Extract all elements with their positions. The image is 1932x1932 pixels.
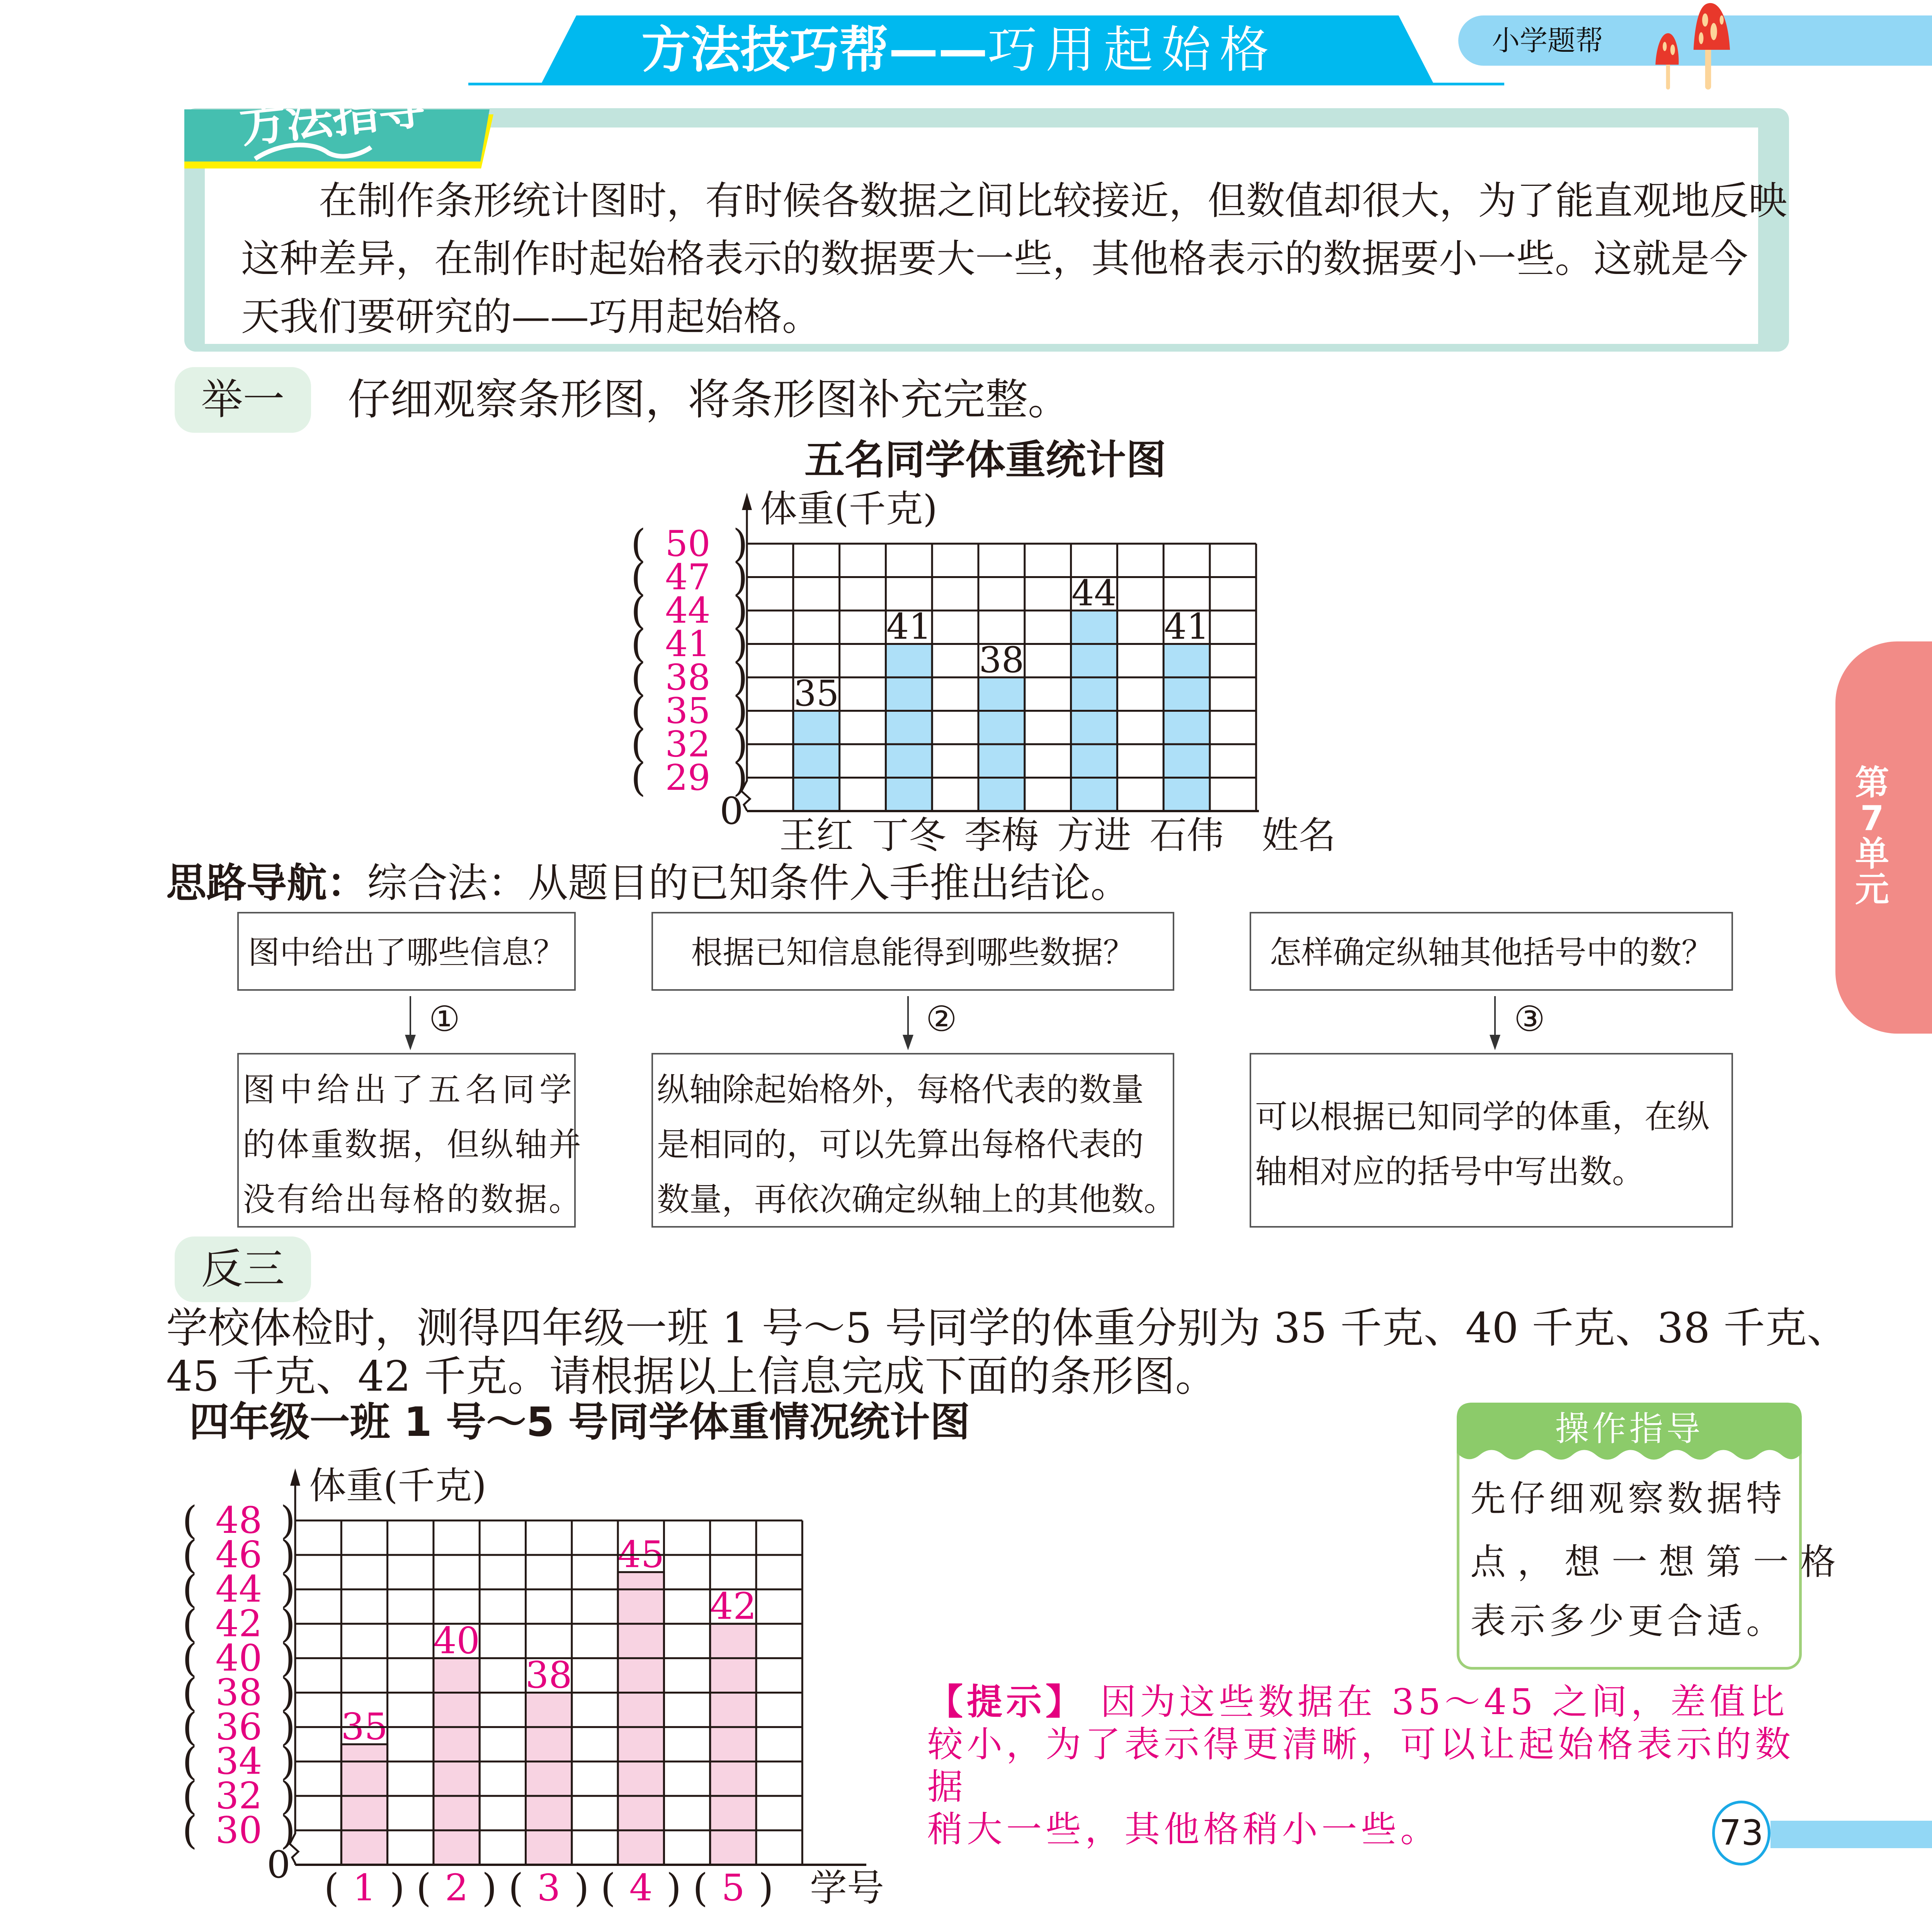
bar-value-label: 40 — [433, 1619, 480, 1662]
tick-paren-close: ) — [280, 1773, 296, 1819]
practice-text-line: 45 千克、42 千克。请根据以上信息完成下面的条形图。 — [166, 1352, 1217, 1401]
x-category-label: 3 — [537, 1867, 561, 1909]
category-paren-open: ( — [416, 1865, 432, 1911]
step-number: ② — [926, 999, 957, 1039]
tick-paren-close: ) — [733, 588, 748, 633]
y-tick-label: 36 — [215, 1706, 262, 1748]
thinking-text: 综合法：从题目的已知条件入手推出结论。 — [367, 859, 1131, 906]
tick-paren-open: ( — [182, 1773, 197, 1819]
tip-text: 稍大一些，其他格稍小一些。 — [927, 1809, 1440, 1850]
guide-text-line: 表示多少更合适。 — [1470, 1600, 1786, 1642]
x-category-label: 5 — [721, 1867, 745, 1909]
tip-text: 因为这些数据在 35～45 之间，差值比较小，为了表示得更清晰，可以让起始格表示的数据 — [927, 1681, 1795, 1808]
tick-paren-open: ( — [182, 1532, 197, 1578]
origin-label: 0 — [267, 1843, 291, 1886]
y-tick-label: 35 — [665, 690, 711, 731]
y-axis-label: 体重(千克) — [760, 487, 937, 531]
tick-paren-open: ( — [182, 1670, 197, 1715]
x-axis-label: 姓名 — [1262, 814, 1336, 857]
tick-paren-open: ( — [182, 1566, 197, 1612]
y-tick-label: 42 — [215, 1602, 262, 1645]
category-paren-close: ) — [389, 1865, 405, 1911]
category-paren-close: ) — [482, 1865, 497, 1911]
tick-paren-open: ( — [631, 688, 646, 733]
y-tick-label: 47 — [665, 556, 711, 598]
y-tick-label: 44 — [215, 1568, 262, 1611]
x-category-label: 1 — [352, 1867, 376, 1909]
tick-paren-close: ) — [733, 688, 748, 733]
y-tick-label: 32 — [665, 723, 711, 765]
thinking-label: 思路导航： — [166, 859, 367, 906]
title-main: 方法技巧帮 — [641, 21, 889, 79]
y-tick-label: 46 — [215, 1534, 262, 1577]
y-axis-arrow-icon — [742, 493, 752, 510]
method-text-line: 天我们要研究的——巧用起始格。 — [241, 294, 821, 339]
y-tick-label: 29 — [665, 757, 711, 798]
bar — [526, 1693, 572, 1865]
y-tick-label: 41 — [665, 623, 711, 665]
x-category-label: 李梅 — [964, 814, 1039, 857]
bar-value-label: 44 — [1071, 572, 1117, 614]
tick-paren-close: ) — [733, 721, 748, 767]
tip-label: 【提示】 — [927, 1681, 1085, 1723]
tick-paren-open: ( — [182, 1635, 197, 1681]
answer-line: 没有给出每格的数据。 — [243, 1180, 583, 1218]
tick-paren-open: ( — [631, 621, 646, 667]
tick-paren-close: ) — [280, 1704, 296, 1750]
guide-text-line: 先仔细观察数据特 — [1470, 1478, 1786, 1519]
y-tick-label: 30 — [215, 1809, 262, 1852]
question-text: 图中给出了哪些信息？ — [248, 934, 565, 971]
bar-value-label: 41 — [886, 606, 932, 647]
practice-text-line: 学校体检时，测得四年级一班 1 号～5 号同学的体重分别为 35 千克、40 千克、38 千克、 — [166, 1304, 1849, 1352]
answer-line: 的体重数据，但纵轴并 — [243, 1126, 583, 1163]
page-number: 73 — [1712, 1801, 1770, 1866]
bar-value-label: 38 — [979, 639, 1024, 681]
category-paren-close: ) — [574, 1865, 589, 1911]
x-axis-label: 学号 — [810, 1866, 884, 1910]
tick-paren-open: ( — [182, 1601, 197, 1646]
tick-paren-close: ) — [280, 1808, 296, 1853]
tick-paren-open: ( — [631, 655, 646, 700]
step-number: ③ — [1514, 999, 1545, 1039]
bar-value-label: 38 — [525, 1654, 572, 1697]
bar — [1163, 644, 1210, 811]
method-tag-label: 方法指导 — [237, 80, 427, 153]
x-category-label: 方进 — [1057, 814, 1131, 857]
tick-paren-close: ) — [733, 755, 748, 800]
tick-paren-open: ( — [182, 1808, 197, 1853]
x-category-label: 石伟 — [1150, 814, 1224, 857]
question-text: 根据已知信息能得到哪些数据？ — [691, 934, 1135, 971]
bar — [886, 644, 932, 811]
y-axis-arrow-icon — [290, 1468, 300, 1486]
y-tick-label: 34 — [215, 1740, 262, 1783]
bar-value-label: 35 — [341, 1706, 388, 1748]
unit-tab-label: 第7单元 — [1855, 763, 1889, 909]
category-paren-close: ) — [666, 1865, 682, 1911]
y-tick-label: 38 — [665, 656, 711, 698]
bar-value-label: 45 — [617, 1533, 665, 1576]
bar — [710, 1624, 756, 1865]
y-tick-label: 50 — [665, 523, 711, 565]
answer-line: 是相同的，可以先算出每格代表的 — [657, 1126, 1144, 1163]
answer-line: 数量，再依次确定纵轴上的其他数。 — [657, 1180, 1177, 1218]
tick-paren-close: ) — [733, 655, 748, 700]
tick-paren-close: ) — [280, 1739, 296, 1784]
answer-line: 可以根据已知同学的体重，在纵 — [1255, 1098, 1710, 1136]
chart-title: 四年级一班 1 号～5 号同学体重情况统计图 — [189, 1398, 970, 1446]
bar — [618, 1572, 664, 1865]
example-badge: 举一 — [175, 367, 311, 433]
example-instruction: 仔细观察条形图，将条形图补充完整。 — [348, 375, 1070, 424]
bar-value-label: 41 — [1164, 606, 1209, 647]
answer-line: 轴相对应的括号中写出数。 — [1255, 1153, 1645, 1190]
category-paren-open: ( — [600, 1865, 616, 1911]
tick-paren-open: ( — [631, 721, 646, 767]
tick-paren-close: ) — [733, 521, 748, 566]
question-text: 怎样确定纵轴其他括号中的数？ — [1269, 934, 1713, 971]
bar — [793, 711, 840, 811]
y-tick-label: 40 — [215, 1637, 262, 1680]
tick-paren-close: ) — [280, 1498, 296, 1543]
category-paren-close: ) — [758, 1865, 774, 1911]
tick-paren-open: ( — [631, 554, 646, 600]
answer-line: 纵轴除起始格外，每格代表的数量 — [657, 1071, 1144, 1109]
step-number: ① — [429, 999, 460, 1039]
category-paren-open: ( — [324, 1865, 339, 1911]
tick-paren-open: ( — [182, 1739, 197, 1784]
guide-text-line: 点，想一想第一格 — [1470, 1541, 1848, 1583]
practice-badge: 反三 — [175, 1236, 311, 1302]
method-text-line: 这种差异，在制作时起始格表示的数据要大一些，其他格表示的数据要小一些。这就是今 — [241, 236, 1748, 281]
category-paren-open: ( — [692, 1865, 708, 1911]
guide-title: 操作指导 — [1555, 1409, 1704, 1449]
x-category-label: 2 — [445, 1867, 468, 1909]
title-sub: 巧用起始格 — [988, 21, 1278, 79]
chart-title: 五名同学体重统计图 — [804, 436, 1167, 483]
category-paren-open: ( — [508, 1865, 524, 1911]
tick-paren-close: ) — [280, 1635, 296, 1681]
tick-paren-open: ( — [631, 521, 646, 566]
brand-name: 小学题帮 — [1492, 24, 1604, 57]
origin-label: 0 — [719, 789, 743, 833]
tick-paren-open: ( — [182, 1498, 197, 1543]
x-category-label: 丁冬 — [872, 814, 946, 857]
tick-paren-close: ) — [280, 1670, 296, 1715]
y-tick-label: 44 — [665, 590, 711, 631]
tick-paren-open: ( — [631, 755, 646, 800]
tick-paren-close: ) — [280, 1601, 296, 1646]
title-dash: —— — [889, 21, 988, 79]
bar-value-label: 42 — [709, 1585, 757, 1628]
y-tick-label: 32 — [215, 1774, 262, 1817]
tick-paren-close: ) — [280, 1566, 296, 1612]
bar-value-label: 35 — [794, 673, 839, 714]
y-tick-label: 38 — [215, 1671, 262, 1714]
tick-paren-open: ( — [631, 588, 646, 633]
tick-paren-close: ) — [733, 621, 748, 667]
y-axis-label: 体重(千克) — [309, 1464, 486, 1507]
x-category-label: 王红 — [779, 814, 854, 857]
tick-paren-close: ) — [733, 554, 748, 600]
tick-paren-open: ( — [182, 1704, 197, 1750]
method-text-line: 在制作条形统计图时，有时候各数据之间比较接近，但数值却很大，为了能直观地反映 — [319, 178, 1787, 223]
x-category-label: 4 — [629, 1867, 653, 1909]
answer-line: 图中给出了五名同学 — [243, 1071, 577, 1109]
y-tick-label: 48 — [215, 1499, 262, 1542]
tick-paren-close: ) — [280, 1532, 296, 1578]
